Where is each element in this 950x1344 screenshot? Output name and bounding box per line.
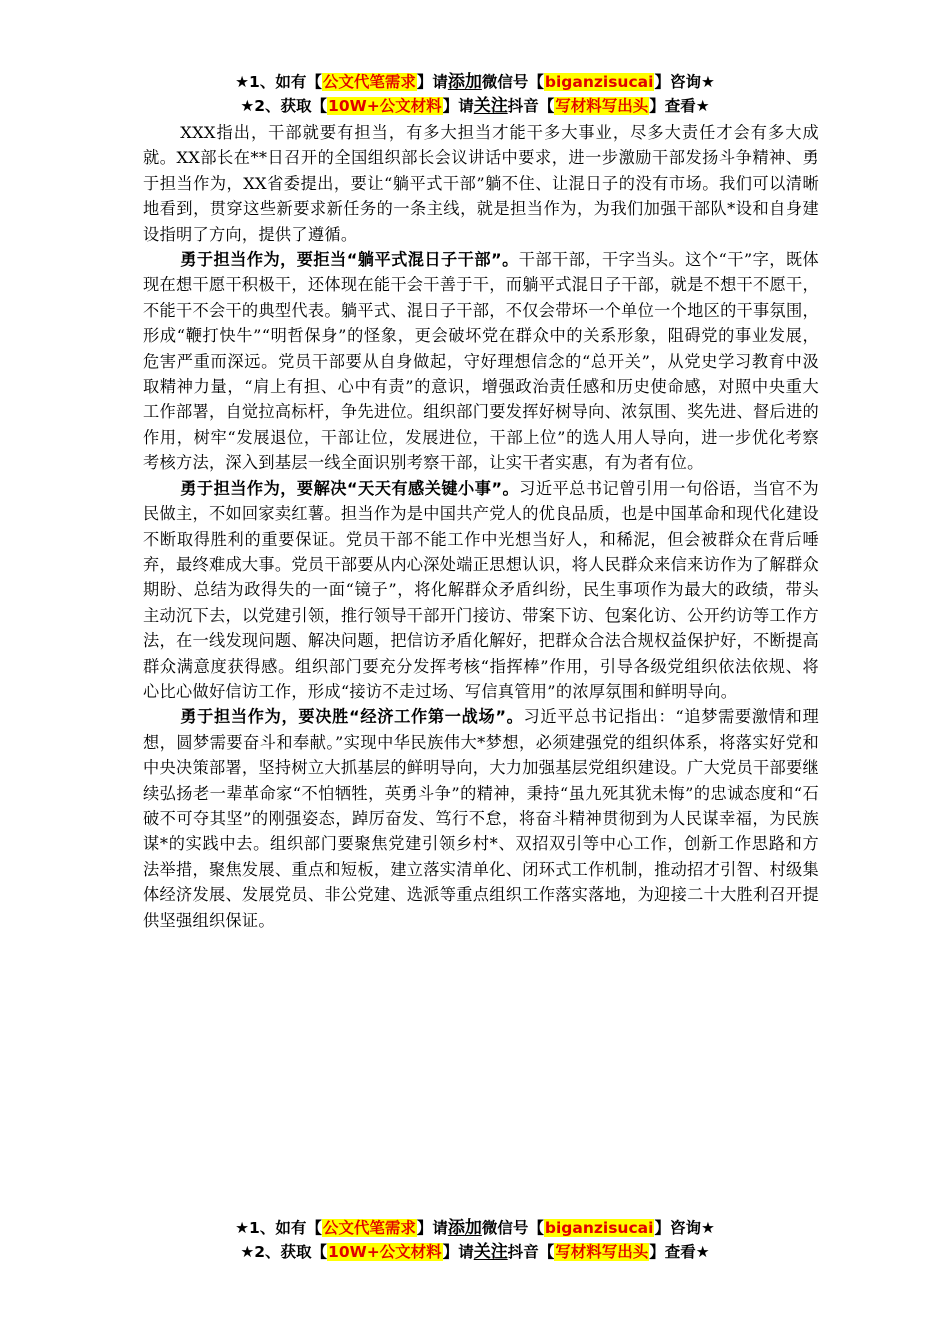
footer-banner: [0, 1216, 950, 1264]
highlight-douyin-account: 写材料写出头: [555, 1243, 649, 1261]
banner-text: 】请: [416, 1219, 448, 1237]
banner-text: 】咨询★: [654, 73, 715, 91]
banner-text: 】查看★: [649, 97, 710, 115]
banner-text: 抖音【: [507, 97, 555, 115]
banner-text: 】查看★: [649, 1243, 710, 1261]
banner-line-2: [0, 1240, 950, 1264]
paragraph-text: 干部干部，干字当头。这个“干”字，既体现在想干愿干积极干，还体现在能干会干善于干，而躺平式混日子干部，就是不想干不愿干，不能干不会干的典型代表。躺平式、混日子干部，不仅会带坏一个单位一个地区的干事氛围，形成“鞭打快牛”“明哲保身”的怪象，更会破坏党在群众中的关系形象，阻碍党的事业发展，危害严重而深远。党员干部要从自身做起，守好理想信念的“总开关”，从党史学习教育中汲取精神力量，“肩上有担、心中有责”的意识，增强政治责任感和历史使命感，对照中央重大工作部署，自觉拉高标杆，争先进位。组织部门要发挥好树导向、浓氛围、奖先进、督后进的作用，树牢“发展退位，干部让位，发展进位，干部上位”的选人用人导向，进一步优化考察考核方法，深入到基层一线全面识别考察干部，让实干者实惠，有为者有位。: [143, 250, 820, 473]
banner-line-2: [0, 94, 950, 118]
paragraph-section-3: [143, 704, 819, 933]
highlight-douyin-account: 写材料写出头: [555, 97, 649, 115]
highlight-service: 公文代笔需求: [322, 1219, 416, 1237]
banner-text: 】请: [442, 97, 474, 115]
paragraph-section-2: [143, 476, 819, 705]
paragraph-text: 习近平总书记曾引用一句俗语，当官不为民做主，不如回家卖红薯。担当作为是中国共产党人的优良品质，也是中国革命和现代化建设不断取得胜利的重要保证。党员干部不能工作中光想当好人，和稀泥，但会被群众在背后唾弃，最终难成大事。党员干部要从内心深处端正思想认识，将人民群众来信来访作为了解群众期盼、总结为政得失的一面“镜子”，将化解群众矛盾纠纷，民生事项作为最大的政绩，带头主动沉下去，以党建引领，推行领导干部开门接访、带案下访、包案化访、公开约访等工作方法，在一线发现问题、解决问题，把信访矛盾化解好，把群众合法合规权益保护好，不断提高群众满意度获得感。组织部门要充分发挥考核“指挥棒”作用，引导各级党组织依法依规、将心比心做好信访工作，形成“接访不走过场、写信真管用”的浓厚氛围和鲜明导向。: [143, 478, 819, 701]
highlight-materials: 10W+公文材料: [328, 97, 442, 115]
banner-text: ★1、如有【: [235, 1219, 322, 1237]
paragraph-text: XXX指出，干部就要有担当，有多大担当才能干多大事业，尽多大责任才会有多大成就。XX部长在**日召开的全国组织部长会议讲话中要求，进一步激励干部发扬斗争精神、勇于担当作为，XX省委提出，要让“躺平式干部”躺不住、让混日子的没有市场。我们可以清晰地看到，贯穿这些新要求新任务的一条主线，就是担当作为，为我们加强干部队*设和自身建设指明了方向，提供了遵循。: [143, 123, 819, 244]
highlight-service: 公文代笔需求: [322, 73, 416, 91]
paragraph-text: 习近平总书记指出：“追梦需要激情和理想，圆梦需要奋斗和奉献。”实现中华民族伟大*梦想，必须建强党的组织体系，将落实好党和中央决策部署，坚持树立大抓基层的鲜明导向，大力加强基层党组织建设。广大党员干部要继续弘扬老一辈革命家“不怕牺牲，英勇斗争”的精神，秉持“虽九死其犹未悔”的忠诚态度和“石破不可夺其坚”的刚强姿态，踔厉奋发、笃行不怠，将奋斗精神贯彻到为人民谋幸福，为民族谋*的实践中去。组织部门要聚焦党建引领乡村*、双招双引等中心工作，创新工作思路和方法举措，聚焦发展、重点和短板，建立落实清单化、闭环式工作机制，推动招才引智、村级集体经济发展、发展党员、非公党建、选派等重点组织工作落实落地，为迎接二十大胜利召开提供坚强组织保证。: [143, 707, 819, 930]
banner-text: 】请: [442, 1243, 474, 1261]
header-banner: [0, 70, 950, 118]
paragraph-section-1: [143, 247, 819, 476]
highlight-materials: 10W+公文材料: [328, 1243, 442, 1261]
emphasis-add: 添加: [447, 1218, 482, 1238]
banner-text: 】咨询★: [654, 1219, 715, 1237]
emphasis-follow: 关注: [473, 96, 508, 116]
banner-text: 】请: [416, 73, 448, 91]
article-body: [143, 120, 819, 933]
banner-text: 微信号【: [481, 1219, 544, 1237]
highlight-wechat-id: biganzisucai: [544, 73, 654, 91]
section-heading: 勇于担当作为，要拒当“躺平式混日子干部”。: [180, 250, 519, 270]
banner-line-1: [0, 70, 950, 94]
paragraph-intro: [143, 120, 819, 247]
banner-text: 抖音【: [507, 1243, 555, 1261]
section-heading: 勇于担当作为，要解决“天天有感关键小事”。: [180, 478, 520, 498]
banner-line-1: [0, 1216, 950, 1240]
highlight-wechat-id: biganzisucai: [544, 1219, 654, 1237]
banner-text: ★2、获取【: [240, 1243, 328, 1261]
banner-text: 微信号【: [481, 73, 544, 91]
emphasis-add: 添加: [447, 72, 482, 92]
emphasis-follow: 关注: [473, 1242, 508, 1262]
banner-text: ★1、如有【: [235, 73, 322, 91]
section-heading: 勇于担当作为，要决胜“经济工作第一战场”。: [180, 707, 524, 727]
banner-text: ★2、获取【: [240, 97, 328, 115]
